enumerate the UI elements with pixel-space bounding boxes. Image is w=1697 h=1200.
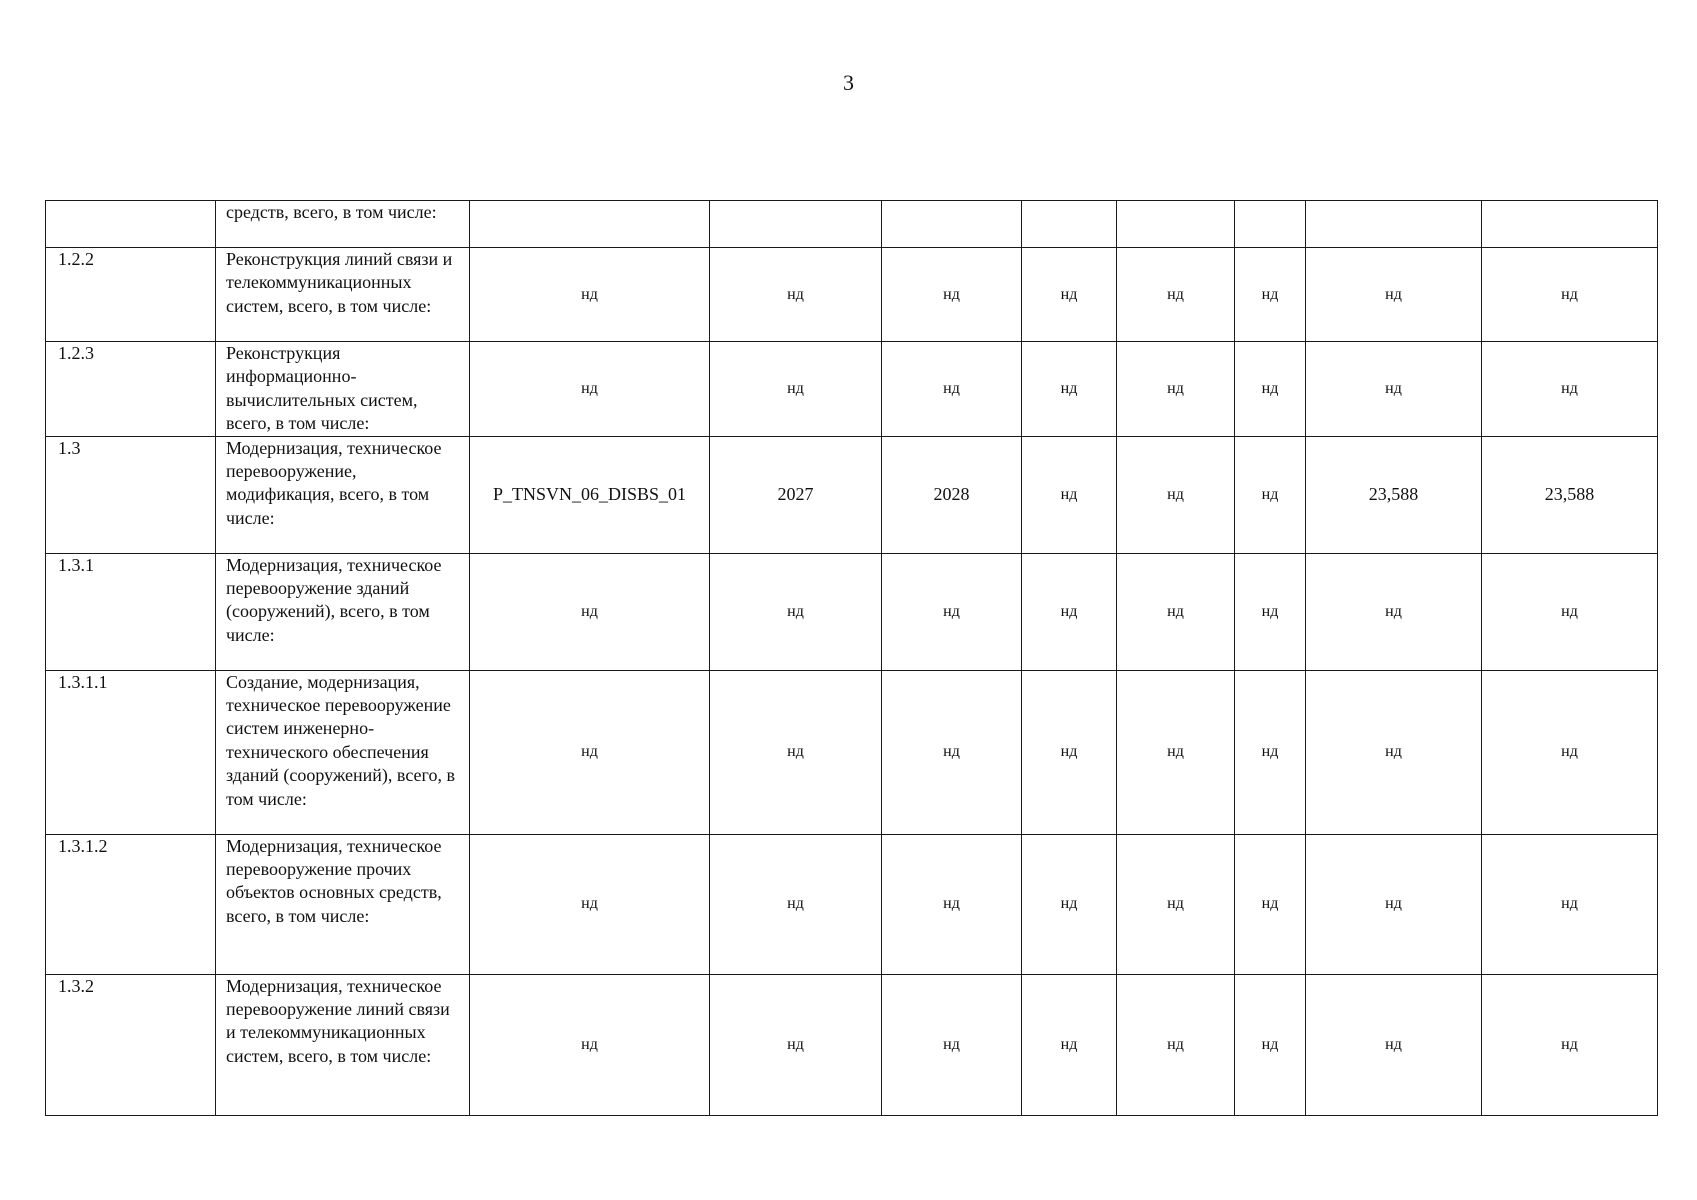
page-number: 3 xyxy=(843,70,854,95)
value-cell: нд xyxy=(1482,342,1658,437)
value-cell xyxy=(1117,201,1235,248)
value-cell: нд xyxy=(1117,834,1235,974)
value-cell: 2028 xyxy=(882,436,1022,553)
value-cell: нд xyxy=(1117,342,1235,437)
table-row xyxy=(46,342,1658,437)
value-cell: нд xyxy=(1306,834,1482,974)
table-row xyxy=(46,201,1658,248)
value-cell: 23,588 xyxy=(1482,436,1658,553)
value-cell: нд xyxy=(1022,670,1117,834)
value-cell: 23,588 xyxy=(1306,436,1482,553)
value-cell xyxy=(882,201,1022,248)
table-row xyxy=(46,974,1658,1115)
table-row xyxy=(46,553,1658,670)
row-number-cell: 1.3.1.2 xyxy=(46,834,216,974)
value-cell: нд xyxy=(882,248,1022,342)
value-cell: нд xyxy=(710,834,882,974)
value-cell: нд xyxy=(1482,834,1658,974)
value-cell: нд xyxy=(470,248,710,342)
value-cell: нд xyxy=(1235,974,1306,1115)
value-cell: нд xyxy=(1235,834,1306,974)
investment-table xyxy=(45,200,1658,1116)
value-cell: 2027 xyxy=(710,436,882,553)
value-cell: нд xyxy=(470,342,710,437)
value-cell xyxy=(1022,201,1117,248)
table-row xyxy=(46,834,1658,974)
value-cell: нд xyxy=(1022,974,1117,1115)
value-cell: нд xyxy=(1235,670,1306,834)
value-cell: нд xyxy=(1022,342,1117,437)
value-cell xyxy=(1482,201,1658,248)
value-cell xyxy=(1306,201,1482,248)
row-name-cell: Модернизация, техническое перевооружение линий связи и телекоммуникационных систем, всего, в том числе: xyxy=(216,974,470,1115)
value-cell: нд xyxy=(710,342,882,437)
value-cell: нд xyxy=(1117,974,1235,1115)
value-cell: нд xyxy=(1022,248,1117,342)
value-cell: нд xyxy=(1235,436,1306,553)
value-cell: нд xyxy=(882,834,1022,974)
value-cell: нд xyxy=(1306,670,1482,834)
value-cell: нд xyxy=(470,974,710,1115)
value-cell: нд xyxy=(882,974,1022,1115)
row-number-cell: 1.2.2 xyxy=(46,248,216,342)
row-number-cell: 1.3 xyxy=(46,436,216,553)
table-row xyxy=(46,436,1658,553)
value-cell: нд xyxy=(470,834,710,974)
value-cell: нд xyxy=(1482,974,1658,1115)
value-cell: нд xyxy=(1117,248,1235,342)
value-cell xyxy=(710,201,882,248)
value-cell xyxy=(1235,201,1306,248)
value-cell: нд xyxy=(1117,436,1235,553)
value-cell: нд xyxy=(1482,553,1658,670)
value-cell: нд xyxy=(710,974,882,1115)
value-cell: нд xyxy=(1117,670,1235,834)
value-cell: нд xyxy=(1022,436,1117,553)
row-name-cell: Создание, модернизация, техническое перевооружение систем инженерно-технического обеспечения зданий (сооружений), всего, в том числе: xyxy=(216,670,470,834)
value-cell: нд xyxy=(1235,342,1306,437)
value-cell xyxy=(470,201,710,248)
value-cell: нд xyxy=(1022,834,1117,974)
value-cell: нд xyxy=(1117,553,1235,670)
table-row xyxy=(46,248,1658,342)
value-cell: нд xyxy=(470,553,710,670)
value-cell: нд xyxy=(1482,248,1658,342)
row-number-cell: 1.3.1.1 xyxy=(46,670,216,834)
value-cell: нд xyxy=(1482,670,1658,834)
row-name-cell: Реконструкция линий связи и телекоммуникационных систем, всего, в том числе: xyxy=(216,248,470,342)
value-cell: нд xyxy=(710,248,882,342)
value-cell: нд xyxy=(1306,553,1482,670)
value-cell: P_TNSVN_06_DISBS_01 xyxy=(470,436,710,553)
value-cell: нд xyxy=(710,553,882,670)
value-cell: нд xyxy=(1235,553,1306,670)
value-cell: нд xyxy=(1306,248,1482,342)
row-name-cell: Реконструкция информационно-вычислительных систем, всего, в том числе: xyxy=(216,342,470,437)
row-number-cell: 1.3.2 xyxy=(46,974,216,1115)
value-cell: нд xyxy=(1235,248,1306,342)
row-name-cell: Модернизация, техническое перевооружение зданий (сооружений), всего, в том числе: xyxy=(216,553,470,670)
row-name-cell: Модернизация, техническое перевооружение прочих объектов основных средств, всего, в том числе: xyxy=(216,834,470,974)
row-number-cell xyxy=(46,201,216,248)
row-name-cell: средств, всего, в том числе: xyxy=(216,201,470,248)
value-cell: нд xyxy=(882,670,1022,834)
table-row xyxy=(46,670,1658,834)
row-name-cell: Модернизация, техническое перевооружение, модификация, всего, в том числе: xyxy=(216,436,470,553)
value-cell: нд xyxy=(1022,553,1117,670)
value-cell: нд xyxy=(1306,342,1482,437)
row-number-cell: 1.2.3 xyxy=(46,342,216,437)
row-number-cell: 1.3.1 xyxy=(46,553,216,670)
value-cell: нд xyxy=(470,670,710,834)
value-cell: нд xyxy=(882,553,1022,670)
value-cell: нд xyxy=(710,670,882,834)
value-cell: нд xyxy=(882,342,1022,437)
value-cell: нд xyxy=(1306,974,1482,1115)
